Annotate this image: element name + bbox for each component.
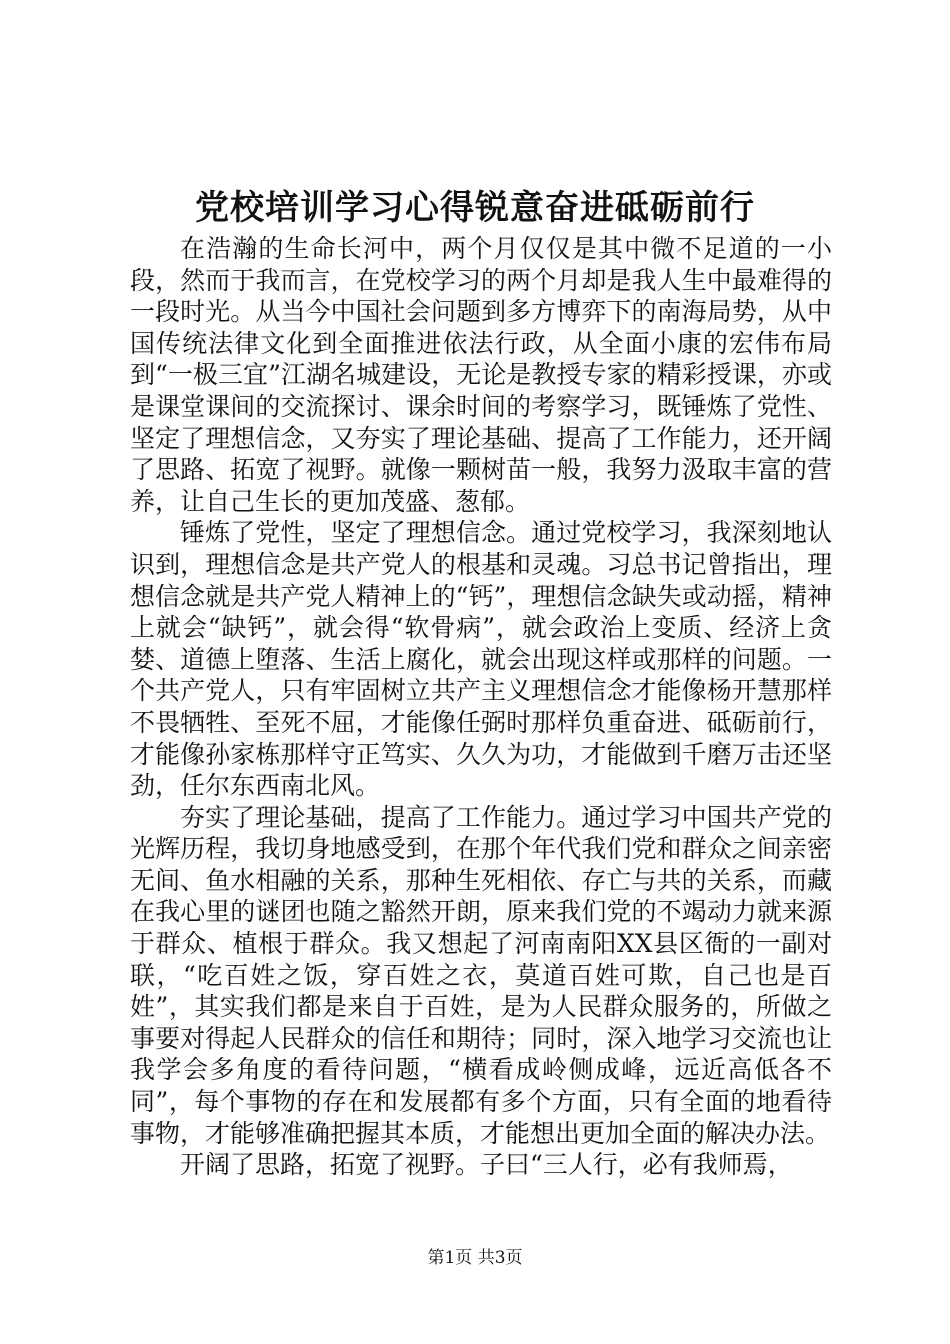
paragraph-broaden-horizon: 开阔了思路，拓宽了视野。子曰“三人行，必有我师焉， — [180, 1150, 793, 1180]
paragraph-party-spirit: 锤炼了党性，坚定了理想信念。通过党校学习，我深刻地认识到，理想信念是共产党人的根基和灵魂。习总书记曾指出，理想信念就是共产党人精神上的“钙”，理想信念缺失或动摇，精神上就会“缺钙”，就会得“软骨病”，就会政治上变质、经济上贪婪、道德上堕落、生活上腐化，就会出现这样或那样的问题。一个共产党人，只有牢固树立共产主义理想信念才能像杨开慧那样不畏牺牲、至死不屈，才能像任弼时那样负重奋进、砥砺前行，才能像孙家栋那样守正笃实、久久为功，才能做到千磨万击还坚劲，任尔东西南北风。 — [130, 518, 832, 801]
paragraph-intro: 在浩瀚的生命长河中，两个月仅仅是其中微不足道的一小段，然而于我而言，在党校学习的两个月却是我人生中最难得的一段时光。从当今中国社会问题到多方博弈下的南海局势，从中国传统法律文化到全面推进依法行政，从全面小康的宏伟布局到“一极三宜”江湖名城建设，无论是教授专家的精彩授课，亦或是课堂课间的交流探讨、课余时间的考察学习，既锤炼了党性、坚定了理想信念，又夯实了理论基础、提高了工作能力，还开阔了思路、拓宽了视野。就像一颗树苗一般，我努力汲取丰富的营养，让自己生长的更加茂盛、葱郁。 — [130, 234, 832, 516]
document-title: 党校培训学习心得锐意奋进砥砺前行 — [195, 188, 755, 228]
paragraph-theory-foundation: 夯实了理论基础，提高了工作能力。通过学习中国共产党的光辉历程，我切身地感受到，在那个年代我们党和群众之间亲密无间、鱼水相融的关系，那种生死相依、存亡与共的关系，而藏在我心里的谜团也随之豁然开朗，原来我们党的不竭动力就来源于群众、植根于群众。我又想起了河南南阳XX县区衙的一副对联，“吃百姓之饭，穿百姓之衣，莫道百姓可欺，自己也是百姓”，其实我们都是来自于百姓，是为人民群众服务的，所做之事要对得起人民群众的信任和期待；同时，深入地学习交流也让我学会多角度的看待问题，“横看成岭侧成峰，远近高低各不同”，每个事物的存在和发展都有多个方面，只有全面的地看待事物，才能够准确把握其本质，才能想出更加全面的解决办法。 — [130, 802, 832, 1148]
document-body — [130, 233, 832, 1181]
page-number-footer: 第1页 共3页 — [427, 1248, 523, 1268]
